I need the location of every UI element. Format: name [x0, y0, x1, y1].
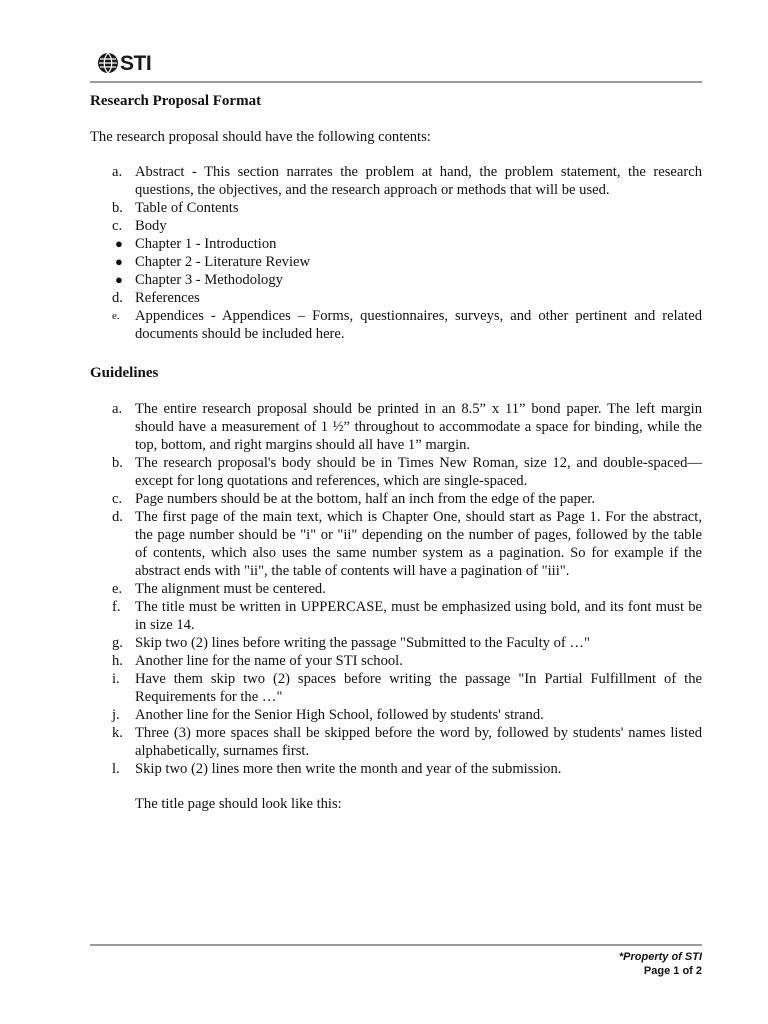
header-divider [90, 81, 702, 83]
list-item [90, 580, 702, 598]
list-marker: d. [112, 290, 123, 306]
bullet-item [90, 253, 702, 271]
list-marker: e. [112, 581, 123, 597]
bullet-icon: ● [115, 236, 123, 251]
list-item [90, 598, 702, 634]
list-marker: l. [112, 761, 120, 777]
list-item-text: The research proposal's body should be in Times New Roman, size 12, and double-spaced—except for long quotations and references, which are single-spaced. [135, 455, 702, 489]
list-marker: k. [112, 725, 123, 741]
list-item [90, 706, 702, 724]
list-marker: b. [112, 455, 123, 471]
bullet-item [90, 235, 702, 253]
list-item [90, 670, 702, 706]
list-item-text: Table of Contents [135, 200, 239, 216]
list-item [90, 490, 702, 508]
contents-list [90, 163, 702, 343]
logo-text: STI [120, 51, 152, 75]
list-item [90, 760, 702, 778]
list-item-text: Three (3) more spaces shall be skipped before the word by, followed by students' names listed alphabetically, surnames first. [135, 725, 702, 759]
list-item-text: Page numbers should be at the bottom, half an inch from the edge of the paper. [135, 491, 595, 507]
list-item-text: The title must be written in UPPERCASE, must be emphasized using bold, and its font must be in size 14. [135, 599, 702, 633]
list-marker: i. [112, 671, 120, 687]
closing-paragraph: The title page should look like this: [135, 796, 342, 812]
list-item [90, 634, 702, 652]
bullet-icon: ● [115, 254, 123, 269]
list-item-text: Skip two (2) lines before writing the passage "Submitted to the Faculty of …" [135, 635, 590, 651]
bullet-text: Chapter 2 - Literature Review [135, 254, 311, 270]
list-marker: c. [112, 491, 123, 507]
list-marker: a. [112, 164, 123, 180]
list-marker: j. [112, 707, 120, 723]
list-item [90, 217, 702, 289]
list-marker: e. [112, 310, 120, 322]
property-notice: *Property of STI [618, 951, 702, 963]
list-item [90, 289, 702, 307]
list-item-text: The alignment must be centered. [135, 581, 326, 597]
bullet-icon: ● [115, 272, 123, 287]
bullet-item [90, 271, 702, 289]
page-title: Research Proposal Format [90, 93, 262, 109]
guidelines-list [90, 400, 702, 778]
list-item [90, 724, 702, 760]
list-marker: b. [112, 200, 123, 216]
body-chapter-list [90, 235, 702, 289]
list-marker: c. [112, 218, 123, 234]
list-item-text: Appendices - Appendices – Forms, questionnaires, surveys, and other pertinent and related documents should be included here. [135, 308, 702, 342]
bullet-text: Chapter 3 - Methodology [135, 272, 283, 288]
list-item [90, 508, 702, 580]
list-marker: g. [112, 635, 123, 651]
list-item-text: Skip two (2) lines more then write the month and year of the submission. [135, 761, 562, 777]
globe-icon [97, 52, 119, 74]
list-item-text: The first page of the main text, which is Chapter One, should start as Page 1. For the abstract, the page number should be "i" or "ii" depending on the number of pages, followed by the table of contents, which also uses the same number system as a pagination. So for example if the abstract ends with "ii", the table of contents will have a pagination of "iii". [135, 509, 702, 579]
list-item-text: The entire research proposal should be printed in an 8.5” x 11” bond paper. The left margin should have a measurement of 1 ½” throughout to accommodate a space for binding, while the top, bottom, and right margins should all have 1” margin. [135, 401, 702, 453]
footer-divider [90, 944, 702, 946]
list-item [90, 652, 702, 670]
list-item-text: Another line for the Senior High School, followed by students' strand. [135, 707, 544, 723]
list-item-text: Body [135, 218, 167, 234]
list-item-text: Abstract - This section narrates the problem at hand, the problem statement, the research questions, the objectives, and the research approach or methods that will be used. [135, 164, 702, 198]
list-item [90, 400, 702, 454]
list-item [90, 199, 702, 217]
list-marker: h. [112, 653, 123, 669]
intro-paragraph: The research proposal should have the following contents: [90, 129, 431, 145]
page-footer [619, 950, 702, 978]
bullet-text: Chapter 1 - Introduction [135, 236, 277, 252]
list-item [90, 163, 702, 199]
document-body [90, 91, 702, 813]
list-item-text: References [135, 290, 200, 306]
list-marker: d. [112, 509, 123, 525]
list-item-text: Have them skip two (2) spaces before writing the passage "In Partial Fulfillment of the Requirements for the …" [135, 671, 702, 705]
guidelines-heading: Guidelines [90, 365, 159, 381]
list-marker: f. [112, 599, 121, 615]
list-item [90, 307, 702, 343]
sti-logo [97, 50, 151, 76]
list-item-text: Another line for the name of your STI school. [135, 653, 403, 669]
page-number: Page 1 of 2 [643, 965, 702, 977]
list-item [90, 454, 702, 490]
list-marker: a. [112, 401, 123, 417]
